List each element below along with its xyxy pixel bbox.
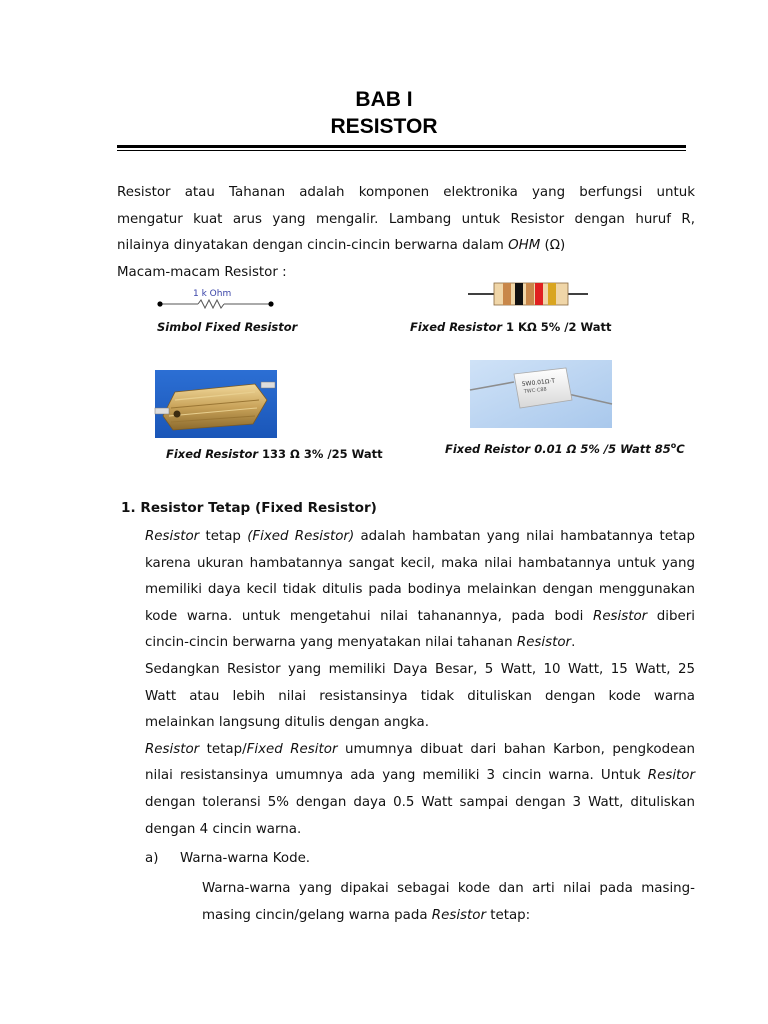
ohm-term: OHM xyxy=(508,238,541,254)
intro-paragraph xyxy=(117,180,695,286)
section-1-heading: 1. Resistor Tetap (Fixed Resistor) xyxy=(121,500,377,516)
p3-line-1: Resistor tetap/Fixed Resitor umumnya dibuat dari bahan Karbon, pengkodean xyxy=(145,741,696,757)
p2-line-2: Watt atau lebih nilai resistansinya tidak dituliskan dengan kode warna xyxy=(145,688,695,704)
aluminium-resistor-photo xyxy=(155,370,277,438)
intro-line-1: Resistor atau Tahanan adalah komponen elektronika yang berfungsi untuk xyxy=(117,185,695,200)
sub-item-a-label: a) xyxy=(145,851,159,866)
fixed-resistor-133-caption: Fixed Resistor 133 Ω 3% /25 Watt xyxy=(166,447,383,461)
p2-line-3: melainkan langsung ditulis dengan angka. xyxy=(145,715,429,731)
color-band-3 xyxy=(526,283,534,305)
p1-line-5: cincin-cincin berwarna yang menyatakan nilai tahanan Resistor. xyxy=(145,635,576,651)
intro-line-2: mengatur kuat arus yang mengalir. Lambang untuk Resistor dengan huruf R, xyxy=(117,211,695,227)
color-band-5 xyxy=(548,283,556,305)
p1-line-3: memiliki daya kecil tidak ditulis pada bodinya melainkan dengan menggunakan xyxy=(145,582,695,598)
intro-line-3: nilainya dinyatakan dengan cincin-cincin berwarna dalam OHM (Ω) xyxy=(117,238,566,254)
title-rule-thin xyxy=(117,150,686,151)
sub-item-a-text: Warna-warna Kode. xyxy=(180,851,311,866)
p3-line-2: nilai resistansinya umumnya ada yang memiliki 3 cincin warna. Untuk Resitor xyxy=(145,768,695,784)
ceramic-resistor-photo xyxy=(470,360,612,428)
sub-a-line-2: masing cincin/gelang warna pada Resistor tetap: xyxy=(202,907,531,923)
color-band-4 xyxy=(535,283,543,305)
p1-line-2: karena ukuran hambatannya sangat kecil, maka nilai hambatannya untuk yang xyxy=(145,555,695,571)
resistor-symbol-figure xyxy=(150,280,280,320)
fixed-resistor-1k-caption: Fixed Resistor 1 KΩ 5% /2 Watt xyxy=(410,320,612,334)
color-band-resistor-figure xyxy=(468,280,588,310)
color-band-1 xyxy=(503,283,511,305)
title-rule-thick xyxy=(117,145,686,148)
color-band-2 xyxy=(515,283,523,305)
chapter-number: BAB I xyxy=(355,88,413,111)
p3-line-4: dengan 4 cincin warna. xyxy=(145,821,302,837)
p1-line-4: kode warna. untuk mengetahui nilai tahanannya, pada bodi Resistor diberi xyxy=(145,608,695,624)
p2-line-1: Sedangkan Resistor yang memiliki Daya Besar, 5 Watt, 10 Watt, 15 Watt, 25 xyxy=(145,661,695,677)
fixed-resistor-001-caption: Fixed Reistor 0.01 Ω 5% /5 Watt 85$^o$C xyxy=(445,441,685,456)
sub-a-line-1: Warna-warna yang dipakai sebagai kode dan arti nilai pada masing- xyxy=(202,881,695,896)
p3-line-3: dengan toleransi 5% dengan daya 0.5 Watt sampai dengan 3 Watt, dituliskan xyxy=(145,794,695,810)
symbol-caption: Simbol Fixed Resistor xyxy=(157,320,298,334)
svg-text:TWC·C88: TWC·C88 xyxy=(523,386,548,395)
symbol-value-label: 1 k Ohm xyxy=(193,289,232,299)
section-1-body xyxy=(145,524,695,843)
intro-line-4: Macam-macam Resistor : xyxy=(117,264,287,280)
p1-line-1: Resistor tetap (Fixed Resistor) adalah hambatan yang nilai hambatannya tetap xyxy=(145,529,695,544)
sub-item-a-body xyxy=(202,876,695,929)
sub-item-a xyxy=(145,846,705,873)
chapter-title: RESISTOR xyxy=(330,115,438,138)
svg-text:5W0.01Ω·T: 5W0.01Ω·T xyxy=(521,377,556,388)
